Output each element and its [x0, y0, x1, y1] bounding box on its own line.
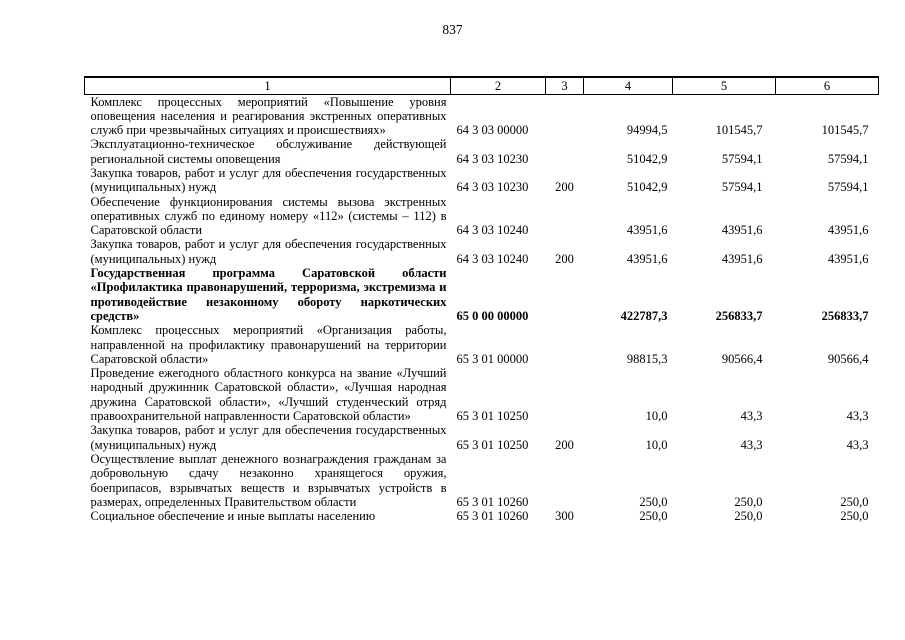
expense-type-cell: 200 [555, 251, 574, 266]
classification-code-cell: 65 0 00 00000 [456, 308, 529, 323]
classification-code-cell: 65 3 01 10260 [456, 494, 529, 509]
amount-col5-cell: 250,0 [734, 509, 763, 524]
amount-col4-cell: 51042,9 [626, 180, 668, 195]
amount-col6-cell: 43,3 [846, 409, 869, 424]
table-row [85, 452, 879, 509]
amount-col4-cell: 98815,3 [626, 351, 668, 366]
amount-col5-cell: 57594,1 [721, 151, 763, 166]
table-row [85, 195, 879, 238]
column-header: 1 [85, 77, 451, 94]
classification-code-cell: 64 3 03 00000 [456, 123, 529, 138]
classification-code-cell: 64 3 03 10230 [456, 180, 529, 195]
row-title-cell: Проведение ежегодного областного конкурса на звание «Лучший народный дружинник Саратовской области», «Лучшая народная дружина Саратовской области», «Лучший студенческий отряд правоохранительной направленности Саратовской области» [90, 366, 447, 424]
classification-code-cell: 65 3 01 10250 [456, 437, 529, 452]
row-title-cell: Комплекс процессных мероприятий «Организация работы, направленной на профилактику правонарушений на территории Саратовской области» [90, 323, 447, 366]
table-row [85, 509, 879, 523]
amount-col5-cell: 90566,4 [721, 351, 763, 366]
budget-table [84, 76, 879, 523]
table-row [85, 366, 879, 423]
row-title-cell: Государственная программа Саратовской области «Профилактика правонарушений, терроризма, экстремизма и противодействие незаконному обороту наркотических средств» [90, 266, 447, 323]
classification-code-cell: 64 3 03 10230 [456, 151, 529, 166]
column-header: 4 [584, 77, 673, 94]
expense-type-cell [546, 366, 584, 423]
amount-col5-cell: 43,3 [740, 437, 763, 452]
amount-col6-cell: 57594,1 [827, 180, 869, 195]
column-header: 3 [546, 77, 584, 94]
amount-col4-cell: 422787,3 [620, 308, 668, 323]
table-row [85, 137, 879, 166]
row-title-cell: Осуществление выплат денежного вознаграждения гражданам за добровольную сдачу незаконно хранящегося оружия, боеприпасов, взрывчатых веществ и взрывчатых устройств в размерах, определенных Правительством области [90, 451, 447, 509]
amount-col6-cell: 250,0 [840, 494, 869, 509]
row-title-cell: Комплекс процессных мероприятий «Повышение уровня оповещения населения и реагирования экстренных оперативных служб при чрезвычайных ситуациях и происшествиях» [90, 94, 447, 138]
amount-col6-cell: 101545,7 [821, 123, 869, 138]
classification-code-cell: 65 3 01 00000 [456, 351, 529, 366]
expense-type-cell [546, 137, 584, 166]
column-header: 2 [451, 77, 546, 94]
table-row [85, 266, 879, 323]
amount-col5-cell: 101545,7 [715, 123, 763, 138]
classification-code-cell: 65 3 01 10250 [456, 409, 529, 424]
table-row [85, 237, 879, 266]
amount-col4-cell: 10,0 [645, 409, 668, 424]
classification-code-cell: 64 3 03 10240 [456, 223, 529, 238]
table-row [85, 323, 879, 366]
table-row [85, 94, 879, 137]
row-title-cell: Обеспечение функционирования системы вызова экстренных оперативных служб по единому номеру «112» (системы – 112) в Саратовской области [90, 194, 447, 238]
expense-type-cell: 200 [555, 180, 574, 195]
amount-col4-cell: 43951,6 [626, 251, 668, 266]
amount-col6-cell: 43,3 [846, 437, 869, 452]
row-title-cell: Закупка товаров, работ и услуг для обеспечения государственных (муниципальных) нужд [90, 165, 447, 195]
amount-col5-cell: 250,0 [734, 494, 763, 509]
amount-col5-cell: 43951,6 [721, 223, 763, 238]
table-row [85, 423, 879, 452]
expense-type-cell [546, 94, 584, 137]
table-header-row [85, 77, 879, 94]
classification-code-cell: 65 3 01 10260 [456, 509, 529, 524]
amount-col5-cell: 43,3 [740, 409, 763, 424]
row-title-cell: Социальное обеспечение и иные выплаты населению [90, 509, 376, 524]
column-header: 6 [776, 77, 879, 94]
amount-col4-cell: 10,0 [645, 437, 668, 452]
amount-col6-cell: 43951,6 [827, 223, 869, 238]
table-header [85, 77, 879, 94]
table-body [85, 94, 879, 523]
amount-col6-cell: 256833,7 [821, 308, 869, 323]
expense-type-cell: 300 [555, 509, 574, 524]
row-title-cell: Закупка товаров, работ и услуг для обеспечения государственных (муниципальных) нужд [90, 423, 447, 452]
amount-col4-cell: 51042,9 [626, 151, 668, 166]
amount-col4-cell: 94994,5 [626, 123, 668, 138]
amount-col6-cell: 43951,6 [827, 251, 869, 266]
column-header: 5 [673, 77, 776, 94]
expense-type-cell [546, 266, 584, 323]
amount-col5-cell: 43951,6 [721, 251, 763, 266]
amount-col6-cell: 250,0 [840, 509, 869, 524]
page-number: 837 [442, 22, 463, 37]
amount-col4-cell: 250,0 [639, 509, 668, 524]
amount-col6-cell: 57594,1 [827, 151, 869, 166]
expense-type-cell: 200 [555, 437, 574, 452]
amount-col6-cell: 90566,4 [827, 351, 869, 366]
classification-code-cell: 64 3 03 10240 [456, 251, 529, 266]
expense-type-cell [546, 323, 584, 366]
amount-col4-cell: 43951,6 [626, 223, 668, 238]
table-row [85, 166, 879, 195]
expense-type-cell [546, 195, 584, 238]
expense-type-cell [546, 452, 584, 509]
row-title-cell: Эксплуатационно-техническое обслуживание действующей региональной системы оповещения [90, 137, 447, 166]
amount-col5-cell: 57594,1 [721, 180, 763, 195]
amount-col4-cell: 250,0 [639, 494, 668, 509]
amount-col5-cell: 256833,7 [715, 308, 763, 323]
row-title-cell: Закупка товаров, работ и услуг для обеспечения государственных (муниципальных) нужд [90, 237, 447, 266]
